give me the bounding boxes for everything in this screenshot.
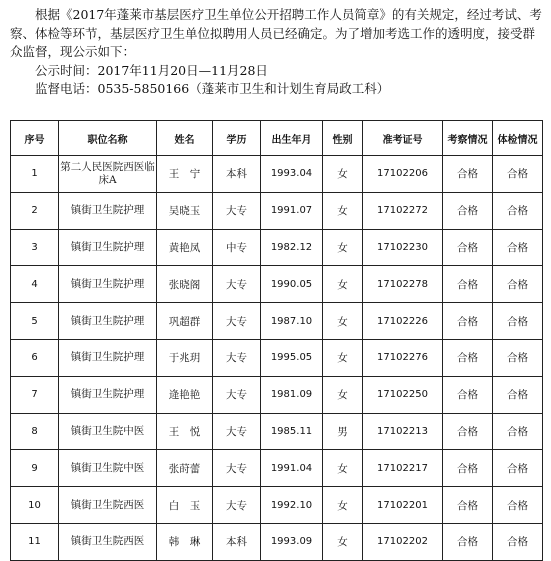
row-gender: 女 <box>323 303 363 340</box>
row-exam-number: 17102276 <box>363 339 443 376</box>
row-position: 镇街卫生院护理 <box>59 339 157 376</box>
row-gender: 男 <box>323 413 363 450</box>
row-name: 张晓阁 <box>157 266 213 303</box>
row-medical: 合格 <box>493 487 543 524</box>
row-medical: 合格 <box>493 229 543 266</box>
row-inspection: 合格 <box>443 376 493 413</box>
row-inspection: 合格 <box>443 523 493 560</box>
row-birth: 1992.10 <box>261 487 323 524</box>
row-position: 镇街卫生院护理 <box>59 303 157 340</box>
row-exam-number: 17102226 <box>363 303 443 340</box>
row-medical: 合格 <box>493 523 543 560</box>
row-inspection: 合格 <box>443 156 493 193</box>
row-medical: 合格 <box>493 413 543 450</box>
row-exam-number: 17102217 <box>363 450 443 487</box>
row-position: 镇街卫生院中医 <box>59 450 157 487</box>
row-exam-number: 17102230 <box>363 229 443 266</box>
header-education: 学历 <box>213 121 261 156</box>
row-gender: 女 <box>323 229 363 266</box>
row-name: 王 宁 <box>157 156 213 193</box>
row-position: 镇街卫生院西医 <box>59 523 157 560</box>
row-education: 本科 <box>213 156 261 193</box>
row-name: 韩 琳 <box>157 523 213 560</box>
row-birth: 1987.10 <box>261 303 323 340</box>
row-gender: 女 <box>323 523 363 560</box>
row-exam-number: 17102272 <box>363 192 443 229</box>
row-education: 中专 <box>213 229 261 266</box>
row-inspection: 合格 <box>443 266 493 303</box>
row-exam-number: 17102202 <box>363 523 443 560</box>
row-birth: 1991.04 <box>261 450 323 487</box>
table-row <box>11 523 543 560</box>
row-medical: 合格 <box>493 192 543 229</box>
table-row <box>11 192 543 229</box>
table-body <box>11 156 543 561</box>
row-inspection: 合格 <box>443 339 493 376</box>
table-row <box>11 413 543 450</box>
row-exam-number: 17102201 <box>363 487 443 524</box>
row-education: 大专 <box>213 339 261 376</box>
row-medical: 合格 <box>493 156 543 193</box>
row-medical: 合格 <box>493 303 543 340</box>
row-inspection: 合格 <box>443 413 493 450</box>
row-birth: 1991.07 <box>261 192 323 229</box>
row-birth: 1982.12 <box>261 229 323 266</box>
row-gender: 女 <box>323 266 363 303</box>
row-index: 8 <box>11 413 59 450</box>
row-education: 大专 <box>213 413 261 450</box>
row-exam-number: 17102213 <box>363 413 443 450</box>
row-exam-number: 17102278 <box>363 266 443 303</box>
row-name: 逄艳艳 <box>157 376 213 413</box>
row-name: 白 玉 <box>157 487 213 524</box>
row-medical: 合格 <box>493 266 543 303</box>
intro-paragraph: 根据《2017年蓬莱市基层医疗卫生单位公开招聘工作人员简章》的有关规定，经过考试、考察、体检等环节，基层医疗卫生单位拟聘用人员已经确定。为了增加考选工作的透明度，接受群众监督，现公示如下： <box>10 7 542 59</box>
row-position: 镇街卫生院中医 <box>59 413 157 450</box>
table-row <box>11 376 543 413</box>
notice-time: 公示时间：2017年11月20日—11月28日 <box>35 62 268 78</box>
row-name: 巩超群 <box>157 303 213 340</box>
table-row <box>11 303 543 340</box>
row-gender: 女 <box>323 450 363 487</box>
table-row <box>11 156 543 193</box>
table-row <box>11 450 543 487</box>
row-education: 大专 <box>213 450 261 487</box>
row-birth: 1990.05 <box>261 266 323 303</box>
row-inspection: 合格 <box>443 303 493 340</box>
row-index: 4 <box>11 266 59 303</box>
row-position: 镇街卫生院护理 <box>59 229 157 266</box>
row-position: 镇街卫生院西医 <box>59 487 157 524</box>
row-gender: 女 <box>323 156 363 193</box>
row-index: 2 <box>11 192 59 229</box>
row-birth: 1981.09 <box>261 376 323 413</box>
header-index: 序号 <box>11 121 59 156</box>
row-name: 王 悦 <box>157 413 213 450</box>
row-name: 张莳蕾 <box>157 450 213 487</box>
table-row <box>11 229 543 266</box>
row-education: 大专 <box>213 487 261 524</box>
row-education: 大专 <box>213 192 261 229</box>
row-gender: 女 <box>323 192 363 229</box>
row-exam-number: 17102250 <box>363 376 443 413</box>
row-education: 大专 <box>213 303 261 340</box>
header-name: 姓名 <box>157 121 213 156</box>
row-index: 10 <box>11 487 59 524</box>
row-index: 7 <box>11 376 59 413</box>
row-medical: 合格 <box>493 339 543 376</box>
row-inspection: 合格 <box>443 192 493 229</box>
table-header-row <box>11 121 543 156</box>
row-index: 6 <box>11 339 59 376</box>
header-birth: 出生年月 <box>261 121 323 156</box>
row-name: 吴晓玉 <box>157 192 213 229</box>
row-exam-number: 17102206 <box>363 156 443 193</box>
row-gender: 女 <box>323 376 363 413</box>
row-position: 镇街卫生院护理 <box>59 192 157 229</box>
row-index: 3 <box>11 229 59 266</box>
table-row <box>11 266 543 303</box>
header-gender: 性别 <box>323 121 363 156</box>
row-index: 1 <box>11 156 59 193</box>
row-index: 9 <box>11 450 59 487</box>
row-birth: 1985.11 <box>261 413 323 450</box>
row-education: 大专 <box>213 266 261 303</box>
intro-section <box>10 6 544 99</box>
header-exam-number: 准考证号 <box>363 121 443 156</box>
header-medical: 体检情况 <box>493 121 543 156</box>
row-index: 11 <box>11 523 59 560</box>
row-position: 镇街卫生院护理 <box>59 376 157 413</box>
row-birth: 1995.05 <box>261 339 323 376</box>
row-name: 黄艳凤 <box>157 229 213 266</box>
row-birth: 1993.04 <box>261 156 323 193</box>
row-position: 第二人民医院西医临床A <box>59 156 157 193</box>
header-inspection: 考察情况 <box>443 121 493 156</box>
row-education: 大专 <box>213 376 261 413</box>
row-index: 5 <box>11 303 59 340</box>
row-inspection: 合格 <box>443 487 493 524</box>
row-medical: 合格 <box>493 450 543 487</box>
row-inspection: 合格 <box>443 450 493 487</box>
supervision-phone: 监督电话：0535-5850166（蓬莱市卫生和计划生育局政工科） <box>35 81 390 96</box>
row-name: 于兆玥 <box>157 339 213 376</box>
row-gender: 女 <box>323 339 363 376</box>
row-birth: 1993.09 <box>261 523 323 560</box>
table-row <box>11 339 543 376</box>
table-row <box>11 487 543 524</box>
hiring-table <box>10 120 543 561</box>
row-education: 本科 <box>213 523 261 560</box>
row-position: 镇街卫生院护理 <box>59 266 157 303</box>
header-position: 职位名称 <box>59 121 157 156</box>
row-inspection: 合格 <box>443 229 493 266</box>
row-gender: 女 <box>323 487 363 524</box>
row-medical: 合格 <box>493 376 543 413</box>
